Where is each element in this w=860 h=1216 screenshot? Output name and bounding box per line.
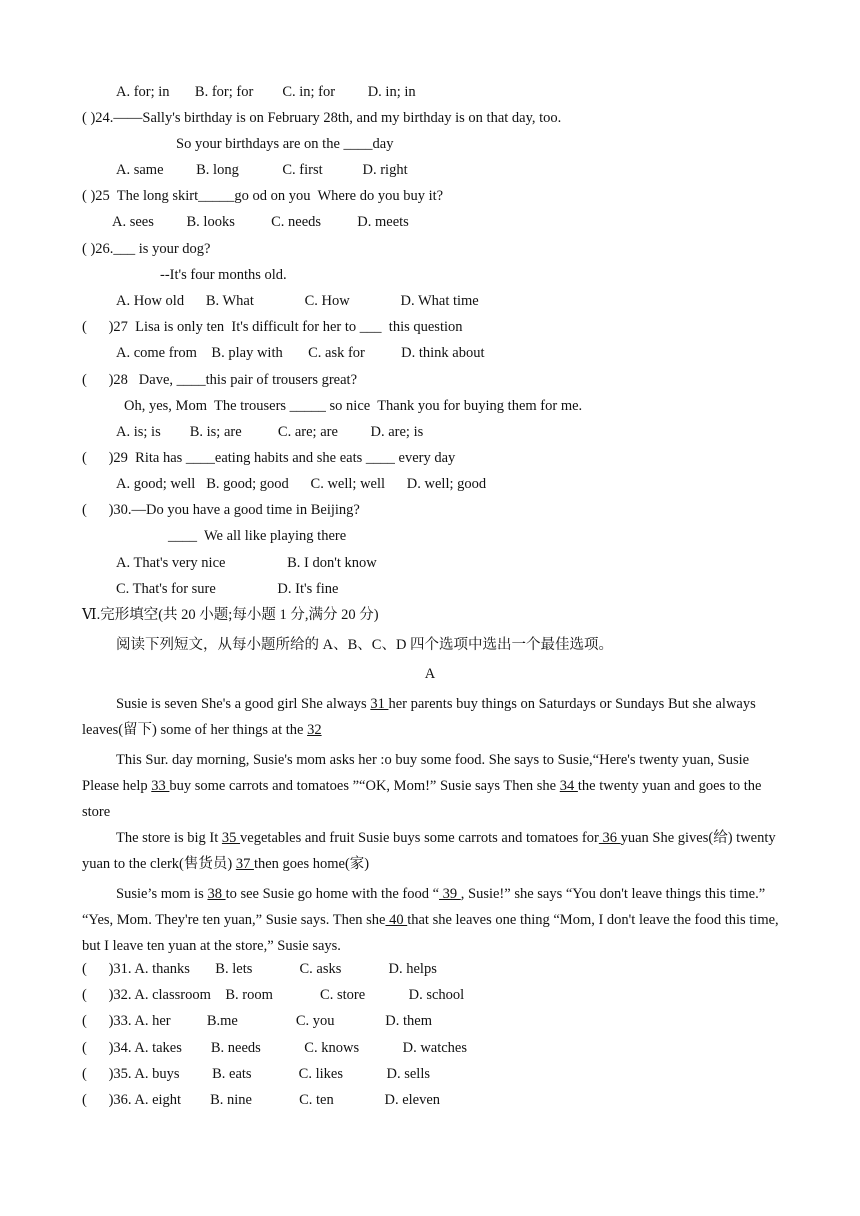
- passage-text: the twenty yuan and goes to the store: [82, 778, 762, 820]
- section-heading: Ⅵ.完形填空(共 20 小题;每小题 1 分,满分 20 分): [82, 607, 379, 623]
- question-36: ( )36. A. eight B. nine C. ten D. eleven: [82, 1092, 441, 1108]
- passage-text: to see Susie go home with the food “: [225, 886, 440, 902]
- q27-stem: ( )27 Lisa is only ten It's difficult for her to ___ this question: [82, 319, 463, 335]
- passage-text: buy some carrots and tomatoes ”“OK, Mom!” Susie says Then she: [169, 778, 560, 794]
- q30-options-2: C. That's for sure D. It's fine: [116, 581, 339, 597]
- passage-text: Susie is seven She's a good girl She always: [116, 696, 371, 712]
- passage-text: , Susie!” she says “You don't leave things this time.” “Yes, Mom. They're ten yuan,” Susie says. Then she: [82, 886, 766, 928]
- question-32: ( )32. A. classroom B. room C. store D. school: [82, 987, 465, 1003]
- blank-34: 34: [559, 778, 578, 794]
- q30-stem: ( )30.—Do you have a good time in Beijing?: [82, 502, 360, 518]
- q26-stem: ( )26.___ is your dog?: [82, 241, 211, 257]
- passage-paragraph-4: [82, 881, 782, 959]
- q28-options: A. is; is B. is; are C. are; are D. are; is: [116, 424, 424, 440]
- passage-label: A: [424, 666, 436, 682]
- question-35: ( )35. A. buys B. eats C. likes D. sells: [82, 1066, 430, 1082]
- passage-text: vegetables and fruit Susie buys some carrots and tomatoes for: [240, 830, 599, 846]
- q23-options: A. for; in B. for; for C. in; for D. in; in: [116, 84, 416, 100]
- passage-paragraph-2: [82, 747, 782, 825]
- blank-31: 31: [370, 696, 389, 712]
- q28-stem: ( )28 Dave, ____this pair of trousers great?: [82, 372, 358, 388]
- blank-33: 33: [151, 778, 170, 794]
- section-instruction: 阅读下列短文，从每小题所给的 A、B、C、D 四个选项中选出一个最佳选项。: [116, 637, 614, 653]
- q26-answer: --It's four months old.: [160, 267, 287, 283]
- q27-options: A. come from B. play with C. ask for D. think about: [116, 345, 485, 361]
- question-31: ( )31. A. thanks B. lets C. asks D. helps: [82, 961, 437, 977]
- blank-37: 37: [235, 856, 254, 872]
- passage-text: then goes home(家): [253, 856, 370, 872]
- q24-stem: ( )24.——Sally's birthday is on February 28th, and my birthday is on that day, too.: [82, 110, 562, 126]
- q25-options: A. sees B. looks C. needs D. meets: [112, 214, 409, 230]
- blank-35: 35: [221, 830, 241, 846]
- q30-reply: ____ We all like playing there: [168, 528, 347, 544]
- passage-text: her parents buy things on Saturdays or Sundays But she always leaves(留下) some of her things at the: [82, 696, 756, 738]
- blank-32: 32: [307, 722, 322, 738]
- q26-options: A. How old B. What C. How D. What time: [116, 293, 479, 309]
- blank-36: 36: [598, 830, 621, 846]
- question-33: ( )33. A. her B.me C. you D. them: [82, 1013, 432, 1029]
- passage-text: that she leaves one thing “Mom, I don't leave the food this time, but I leave ten yuan at the store,” Susie says.: [82, 912, 779, 954]
- passage-text: Susie’s mom is: [116, 886, 208, 902]
- q29-options: A. good; well B. good; good C. well; well D. well; good: [116, 476, 487, 492]
- passage-paragraph-3: [82, 825, 782, 877]
- q24-stem-2: So your birthdays are on the ____day: [176, 136, 394, 152]
- q24-options: A. same B. long C. first D. right: [116, 162, 408, 178]
- blank-38: 38: [207, 886, 226, 902]
- passage-text: The store is big It: [116, 830, 222, 846]
- q28-reply: Oh, yes, Mom The trousers _____ so nice Thank you for buying them for me.: [124, 398, 583, 414]
- passage-text: yuan She gives(给) twenty yuan to the clerk(售货员): [82, 830, 776, 872]
- blank-40: 40: [385, 912, 408, 928]
- passage-paragraph-1: [82, 691, 782, 743]
- q29-stem: ( )29 Rita has ____eating habits and she eats ____ every day: [82, 450, 456, 466]
- q25-stem: ( )25 The long skirt_____go od on you Where do you buy it?: [82, 188, 444, 204]
- q30-options-1: A. That's very nice B. I don't know: [116, 555, 377, 571]
- question-34: ( )34. A. takes B. needs C. knows D. watches: [82, 1040, 468, 1056]
- blank-39: 39: [439, 886, 461, 902]
- passage-text: This Sur. day morning, Susie's mom asks her :o buy some food. She says to Susie,“Here's twenty yuan, Susie Please help: [82, 752, 750, 794]
